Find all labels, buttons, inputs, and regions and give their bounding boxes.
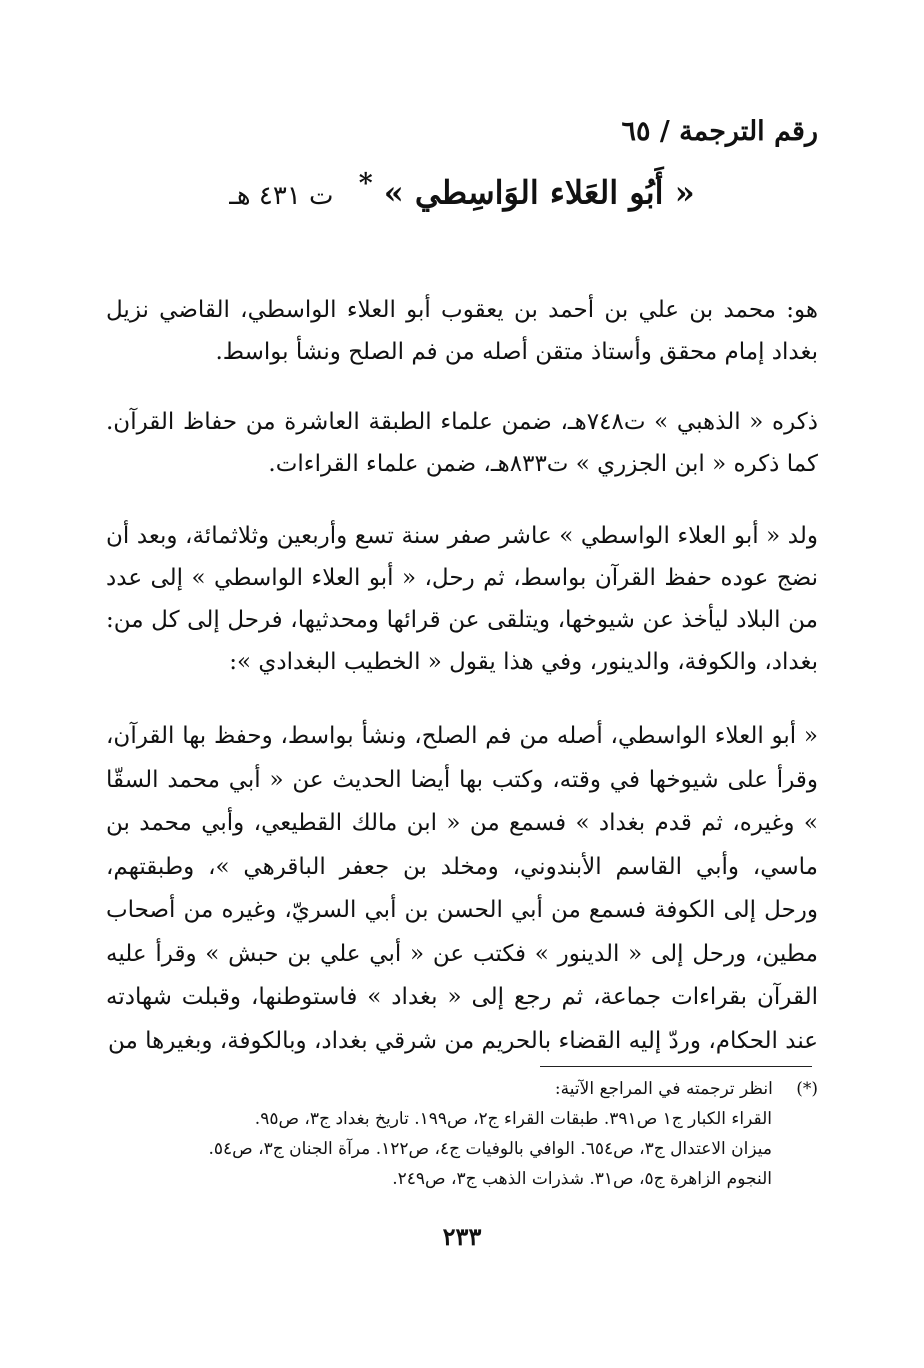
death-date: ت ٤٣١ هـ <box>229 180 334 211</box>
footnote-divider <box>540 1066 812 1067</box>
paragraph-identity: هو: محمد بن علي بن أحمد بن يعقوب أبو العلاء الواسطي، القاضي نزيل بغداد إمام محقق وأستاذ متقن أصله من فم الصلح ونشأ بواسط. <box>106 297 818 365</box>
footnotes <box>106 1074 818 1194</box>
footnote-mark: (*) <box>796 1079 818 1099</box>
paragraph-khatib-quote: « أبو العلاء الواسطي، أصله من فم الصلح، ونشأ بواسط، وحفظ بها القرآن، وقرأ على شيوخها في وقته، وكتب بها أيضا الحديث عن « أبي محمد السقّا » وغيره، ثم قدم بغداد » فسمع من « ابن مالك القطيعي، وأبي محمد بن ماسي، وأبي القاسم الأبندوني، ومخلد بن جعفر الباقرهي »، وطبقتهم، ورحل إلى الكوفة فسمع من أبي الحسن بن أبي السريّ، وغيره من أصحاب مطين، ورحل إلى « الدينور » فكتب عن « أبي علي بن حبش » وقرأ عليه القرآن بقراءات جماعة، ثم رجع إلى « بغداد » فاستوطنها، وقبلت شهادته عند الحكام، وردّ إليه القضاء بالحريم من شرقي بغداد، وبالكوفة، وبغيرها من <box>106 723 818 1054</box>
paragraph-birth-travels: ولد « أبو العلاء الواسطي » عاشر صفر سنة تسع وأربعين وثلاثمائة، وبعد أن نضج عوده حفظ القرآن بواسط، ثم رحل، « أبو العلاء الواسطي » إلى عدد من البلاد ليأخذ عن شيوخها، ويتلقى عن قرائها ومحدثيها، فرحل إلى كل من: بغداد، والكوفة، والدينور، وفي هذا يقول « الخطيب البغدادي »: <box>106 523 818 675</box>
footnote-header <box>106 1074 818 1104</box>
entry-title <box>0 168 924 212</box>
footnote-asterisk: * <box>358 168 373 199</box>
footnote-line: ميزان الاعتدال ج٣، ص٦٥٤. الوافي بالوفيات ج٤، ص١٢٢. مرآة الجنان ج٣، ص٥٤. <box>208 1139 772 1159</box>
entry-number: رقم الترجمة / ٦٥ <box>621 116 818 147</box>
scholar-name: « أَبُو العَلاء الوَاسِطي » <box>383 173 695 212</box>
paragraph-sources: ذكره « الذهبي » ت٧٤٨هـ، ضمن علماء الطبقة العاشرة من حفاظ القرآن. كما ذكره « ابن الجزري » ت٨٣٣هـ، ضمن علماء القراءات. <box>106 409 818 477</box>
footnote-line: القراء الكبار ج١ ص٣٩١. طبقات القراء ج٢، ص١٩٩. تاريخ بغداد ج٣، ص٩٥. <box>254 1109 772 1129</box>
footnote-line: النجوم الزاهرة ج٥، ص٣١. شذرات الذهب ج٣، ص٢٤٩. <box>392 1169 772 1189</box>
page-number: ٢٣٣ <box>442 1222 482 1251</box>
footnote-intro: انظر ترجمته في المراجع الآتية: <box>554 1079 773 1099</box>
